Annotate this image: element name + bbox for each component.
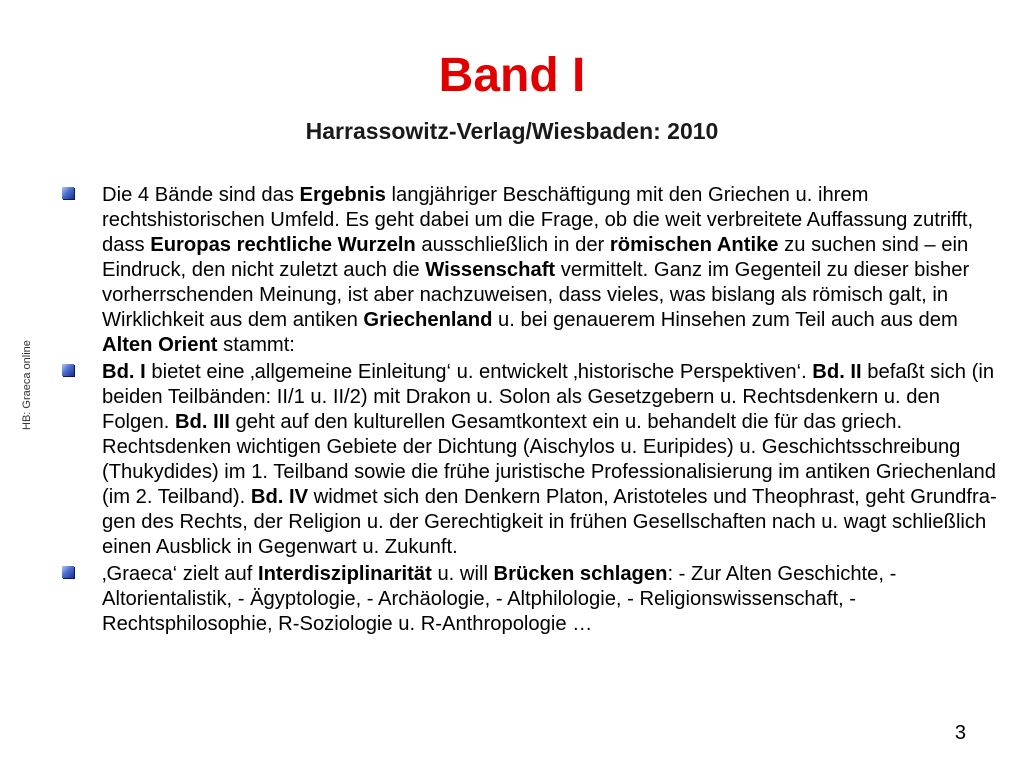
bullet-text (102, 361, 997, 558)
text-segment: u. will (431, 563, 494, 585)
text-segment: zu suchen sind – ein Eindruck, den nicht zuletzt auch die (102, 234, 969, 281)
bullet-item (62, 183, 997, 358)
square-bullet-icon (62, 187, 74, 199)
slide-title: Band I (438, 49, 586, 102)
text-segment: befaßt sich (in beiden Teilbänden: II/1 u. II/2) mit Drakon u. Solon als Gesetzgebern u. Rechtsdenkern u. den Folgen. (102, 361, 995, 433)
bullet-text (102, 184, 973, 356)
text-segment: Die 4 Bände sind das (102, 184, 300, 206)
bold-segment: Bd. III (174, 411, 230, 433)
bold-segment: Bd. II (812, 361, 862, 383)
text-segment: stammt: (217, 334, 295, 356)
slide-subtitle: Harrassowitz-Verlag/Wiesbaden: 2010 (305, 118, 719, 144)
bold-segment: Bd. I (102, 361, 146, 383)
bold-segment: Griechenland (363, 309, 493, 331)
bold-segment: Brücken schlagen (493, 563, 668, 585)
text-segment: widmet sich den Denkern Platon, Aristoteles und Theophrast, geht Grundfra-gen des Rechts, der Religion u. der Gerechtigkeit in frühen Gesellschaften nach u. wagt schließlich einen Ausblick in Gegenwart u. Zukunft. (102, 486, 997, 558)
text-segment: vermittelt. Ganz im Gegenteil zu dieser bisher vorherrschenden Meinung, ist aber nachzuweisen, dass vieles, was bislang als römisch galt, in Wirklichkeit aus dem antiken (102, 259, 970, 331)
bullet-text (102, 563, 896, 635)
text-segment: geht auf den kulturellen Gesamtkontext ein u. behandelt die für das griech. Rechtsdenken wichtigen Gebiete der Dichtung (Aischylos u. Euripides) u. Geschichtsschreibung (Thukydides) im 1. Teilband sowie die frühe juristische Professionalisierung im antiken Griechenland (im 2. Teilband). (102, 411, 996, 508)
bold-segment: Ergebnis (299, 184, 386, 206)
text-segment: bietet eine ‚allgemeine Einleitung‘ u. entwickelt ‚historische Perspektiven‘. (145, 361, 813, 383)
side-label: HB: Graeca online (21, 340, 33, 430)
bullet-item (62, 562, 997, 637)
bold-segment: Alten Orient (102, 334, 218, 356)
bold-segment: Interdisziplinarität (257, 563, 432, 585)
text-segment: : - Zur Alten Geschichte, - Altorientalistik, - Ägyptologie, - Archäologie, - Altphilologie, - Religionswissenschaft, - Rechtsphilosophie, R-Soziologie u. R-Anthropologie … (102, 563, 897, 635)
text-segment: ausschließlich in der (415, 234, 610, 256)
page-number: 3 (954, 722, 966, 744)
bold-segment: Wissenschaft (425, 259, 556, 281)
text-segment: u. bei genauerem Hinsehen zum Teil auch aus dem (492, 309, 958, 331)
bullet-list (62, 183, 997, 637)
text-segment: ‚Graeca‘ zielt auf (102, 563, 258, 585)
bullet-item (62, 360, 997, 560)
square-bullet-icon (62, 364, 74, 376)
bold-segment: Europas rechtliche Wurzeln (150, 234, 416, 256)
bold-segment: Bd. IV (250, 486, 309, 508)
bold-segment: römischen Antike (609, 234, 779, 256)
square-bullet-icon (62, 566, 74, 578)
text-segment: langjähriger Beschäftigung mit den Griechen u. ihrem rechtshistorischen Umfeld. Es geht dabei um die Frage, ob die weit verbreitete Auffassung zutrifft, dass (102, 184, 974, 256)
